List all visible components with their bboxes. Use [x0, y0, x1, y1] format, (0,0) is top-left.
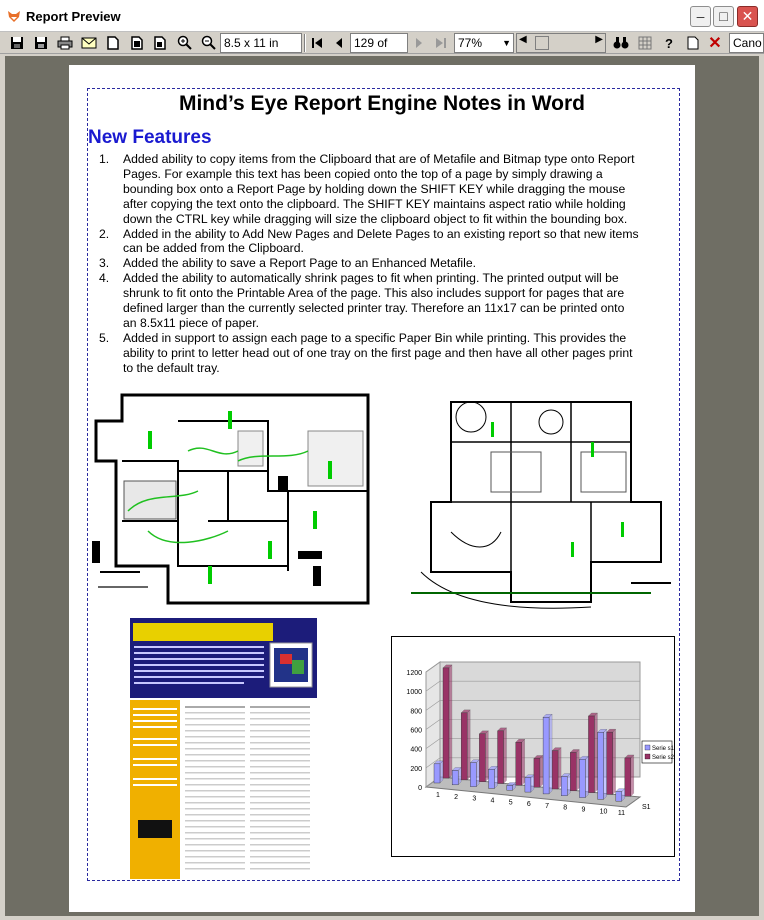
chevron-down-icon[interactable]: ▼ — [502, 38, 511, 48]
bar-series-2 — [607, 732, 613, 794]
minimize-button[interactable]: – — [690, 6, 711, 27]
bar-series-1 — [434, 764, 440, 783]
save-as-icon[interactable] — [32, 34, 50, 52]
bar-chart-svg — [392, 637, 674, 856]
zoom-in-icon[interactable] — [176, 34, 194, 52]
delete-page-icon[interactable] — [128, 34, 146, 52]
previous-page-icon[interactable] — [330, 34, 348, 52]
close-window-button[interactable]: ✕ — [737, 6, 758, 27]
bar-series-1-side — [458, 767, 461, 784]
print-icon[interactable] — [56, 34, 74, 52]
bar-series-2 — [461, 713, 467, 780]
x-tick-label: 3 — [472, 795, 477, 803]
x-tick-label: 2 — [454, 793, 459, 801]
list-item — [99, 331, 639, 376]
bar-series-1-side — [476, 760, 479, 787]
bar-series-2 — [498, 731, 504, 784]
new-page-icon[interactable] — [104, 34, 122, 52]
list-item-text: Added in support to assign each page to a specific Paper Bin while printing. This provides the ability to print to letter head out of one tray on the first page and then have all other pages print to the default tray. — [123, 330, 633, 375]
bar-series-1-side — [440, 761, 443, 783]
legend-swatch — [645, 745, 650, 750]
report-page — [69, 65, 695, 912]
close-preview-icon[interactable]: ✕ — [708, 35, 722, 52]
list-number: 3. — [99, 256, 110, 271]
list-item — [99, 227, 639, 257]
bar-series-2-side — [540, 755, 543, 787]
title-bar — [0, 0, 764, 32]
bar-series-2-side — [485, 731, 488, 782]
x-tick-label: 7 — [545, 802, 549, 810]
y-tick-label: 600 — [410, 727, 422, 735]
copy-page-icon[interactable] — [152, 34, 170, 52]
bar-series-2 — [534, 758, 540, 787]
window-title: Report Preview — [26, 9, 121, 24]
zoom-out-icon[interactable] — [200, 34, 218, 52]
depth-axis-label: S1 — [642, 804, 651, 811]
list-item-text: Added ability to copy items from the Clipboard that are of Metafile and Bitmap type onto Report Pages. For example this text has been copied onto the top of a page by simply drawing a bounding box onto a Report Page by holding down the SHIFT KEY while dragging the mouse after copying the text onto the clipboard. The SHIFT KEY maintains aspect ratio while holding down the CTRL key while dragging will size the clipboard object to fit within the bounding box. — [123, 152, 635, 226]
list-item — [99, 271, 639, 331]
find-binoculars-icon[interactable] — [612, 34, 630, 52]
legend-label: Serie s1 — [652, 746, 674, 752]
bar-series-1 — [579, 759, 585, 797]
bar-series-1 — [598, 732, 604, 799]
first-page-icon[interactable] — [308, 34, 326, 52]
bar-series-1-side — [495, 766, 498, 788]
bar-series-2-side — [594, 713, 597, 793]
bar-series-2-side — [504, 728, 507, 784]
bar-series-2 — [570, 752, 576, 790]
y-tick-label: 1200 — [406, 670, 422, 677]
email-icon[interactable] — [80, 34, 98, 52]
bar-series-1 — [525, 778, 531, 792]
scroll-thumb[interactable] — [535, 36, 549, 50]
bar-series-2-side — [449, 665, 452, 778]
y-tick-label: 400 — [410, 746, 422, 754]
zoom-value: 77% — [458, 36, 483, 50]
bar-chart — [391, 636, 675, 857]
next-page-icon[interactable] — [410, 34, 428, 52]
bar-series-2-side — [613, 729, 616, 794]
bar-series-2 — [552, 751, 558, 789]
last-page-icon[interactable] — [432, 34, 450, 52]
y-tick-label: 800 — [410, 708, 422, 716]
toolbar — [0, 32, 764, 54]
help-icon[interactable]: ? — [665, 35, 673, 51]
bar-series-1 — [543, 717, 549, 794]
legend-label: Serie s2 — [652, 755, 674, 761]
document-title: Mind’s Eye Report Engine Notes in Word — [178, 92, 586, 115]
bar-series-1 — [489, 769, 495, 788]
bar-series-1-side — [531, 775, 534, 792]
x-tick-label: 1 — [436, 792, 440, 799]
maximize-button[interactable]: □ — [713, 6, 734, 27]
list-item-text: Added in the ability to Add New Pages and Delete Pages to an existing report so that new items can be added from the Clipboard. — [123, 226, 639, 256]
toolbar-separator — [304, 34, 306, 52]
horizontal-scrollbar[interactable] — [516, 33, 606, 53]
list-item-text: Added the ability to save a Report Page to an Enhanced Metafile. — [123, 256, 476, 271]
bar-series-2-side — [558, 748, 561, 789]
brochure-image — [130, 618, 317, 879]
list-number: 5. — [99, 330, 110, 345]
x-tick-label: 9 — [581, 806, 586, 814]
list-item-text: Added the ability to automatically shrink pages to fit when printing. The printed output will be shrunk to fit onto the Printable Area of the page. This also includes support for pages that are defined larger than the currently selected printer tray. Therefore an 11x17 can be printed onto an 8.5x11 piece of paper. — [123, 271, 625, 330]
x-tick-label: 8 — [563, 804, 568, 812]
bar-series-1-side — [585, 756, 588, 797]
bar-series-2 — [479, 734, 485, 782]
y-tick-label: 200 — [410, 765, 422, 773]
list-number: 2. — [99, 226, 110, 241]
bar-series-1-side — [604, 729, 607, 799]
list-number: 4. — [99, 271, 110, 286]
x-tick-label: 5 — [508, 799, 513, 807]
x-tick-label: 11 — [617, 810, 626, 818]
x-tick-label: 10 — [599, 808, 608, 816]
save-icon[interactable] — [8, 34, 26, 52]
bar-series-2-side — [467, 710, 470, 780]
preview-viewport[interactable] — [5, 56, 759, 916]
bar-series-2 — [443, 668, 449, 778]
scroll-right-icon[interactable]: ▶ — [595, 34, 603, 45]
bar-series-1 — [507, 785, 513, 790]
bar-series-1-side — [549, 714, 552, 794]
bar-series-2 — [516, 742, 522, 785]
list-item — [99, 256, 639, 271]
printer-select[interactable]: Cano — [729, 33, 764, 53]
paper-size-field[interactable]: 8.5 x 11 in — [220, 33, 302, 53]
bar-series-2-side — [522, 739, 525, 785]
bar-series-1 — [452, 770, 458, 784]
bar-series-2 — [625, 758, 631, 796]
bar-series-1 — [616, 792, 622, 802]
app-fox-icon — [6, 8, 22, 24]
bar-series-2-side — [576, 749, 579, 790]
feature-list — [99, 152, 639, 376]
zoom-select[interactable] — [454, 33, 514, 53]
page-indicator[interactable]: 129 of — [350, 33, 408, 53]
x-tick-label: 6 — [526, 801, 531, 809]
bar-series-1 — [561, 777, 567, 796]
bar-series-2 — [588, 716, 594, 793]
y-tick-label: 0 — [418, 785, 422, 792]
x-tick-label: 4 — [490, 797, 495, 805]
bar-series-1-side — [567, 774, 570, 796]
floor-plan-image-right — [391, 382, 679, 617]
y-tick-label: 1000 — [406, 689, 422, 697]
list-item — [99, 152, 639, 227]
grid-icon[interactable] — [636, 34, 654, 52]
list-number: 1. — [99, 152, 110, 166]
section-heading: New Features — [88, 127, 212, 148]
page-setup-icon[interactable] — [684, 34, 702, 52]
scroll-left-icon[interactable]: ◀ — [519, 34, 527, 45]
bar-series-2-side — [631, 755, 634, 796]
floor-plan-image-left — [88, 391, 370, 606]
bar-series-1 — [470, 763, 476, 787]
legend-swatch — [645, 754, 650, 759]
